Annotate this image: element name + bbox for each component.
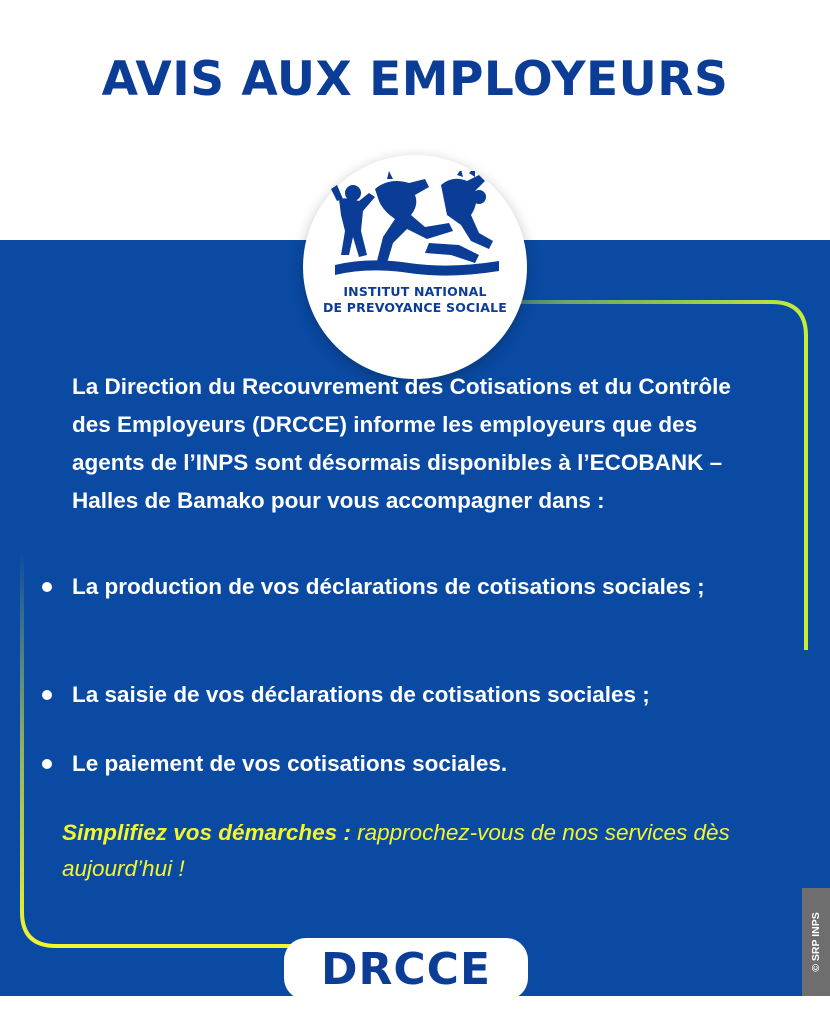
call-to-action — [62, 815, 782, 887]
intro-paragraph: La Direction du Recouvrement des Cotisations et du Contrôle des Employeurs (DRCCE) informe les employeurs que des agents de l’INPS sont désormais disponibles à l’ECOBANK – Halles de Bamako pour vous accompagner dans : — [72, 374, 731, 513]
inps-logo-badge — [303, 155, 527, 379]
credit-strip — [802, 888, 830, 996]
photo-credit: © SRP INPS — [810, 912, 822, 972]
list-item-text: Le paiement de vos cotisations sociales. — [72, 751, 508, 776]
bullet-icon — [42, 582, 52, 592]
inps-sculpture-icon — [329, 171, 501, 281]
page-title: AVIS AUX EMPLOYEURS — [101, 52, 729, 107]
drcce-badge: DRCCE — [284, 938, 528, 1000]
logo-text-line-1: INSTITUT NATIONAL — [343, 284, 487, 299]
list-item-text: La saisie de vos déclarations de cotisations sociales ; — [72, 682, 650, 707]
bullet-icon — [42, 690, 52, 700]
logo-text-line-2: DE PREVOYANCE SOCIALE — [322, 300, 508, 315]
list-item-text: La production de vos déclarations de cotisations sociales ; — [72, 574, 705, 599]
cta-rest: rapprochez-vous de nos services dès aujourd’hui ! — [62, 820, 730, 881]
bullet-icon — [42, 759, 52, 769]
cta-lead: Simplifiez vos démarches : — [62, 820, 351, 845]
